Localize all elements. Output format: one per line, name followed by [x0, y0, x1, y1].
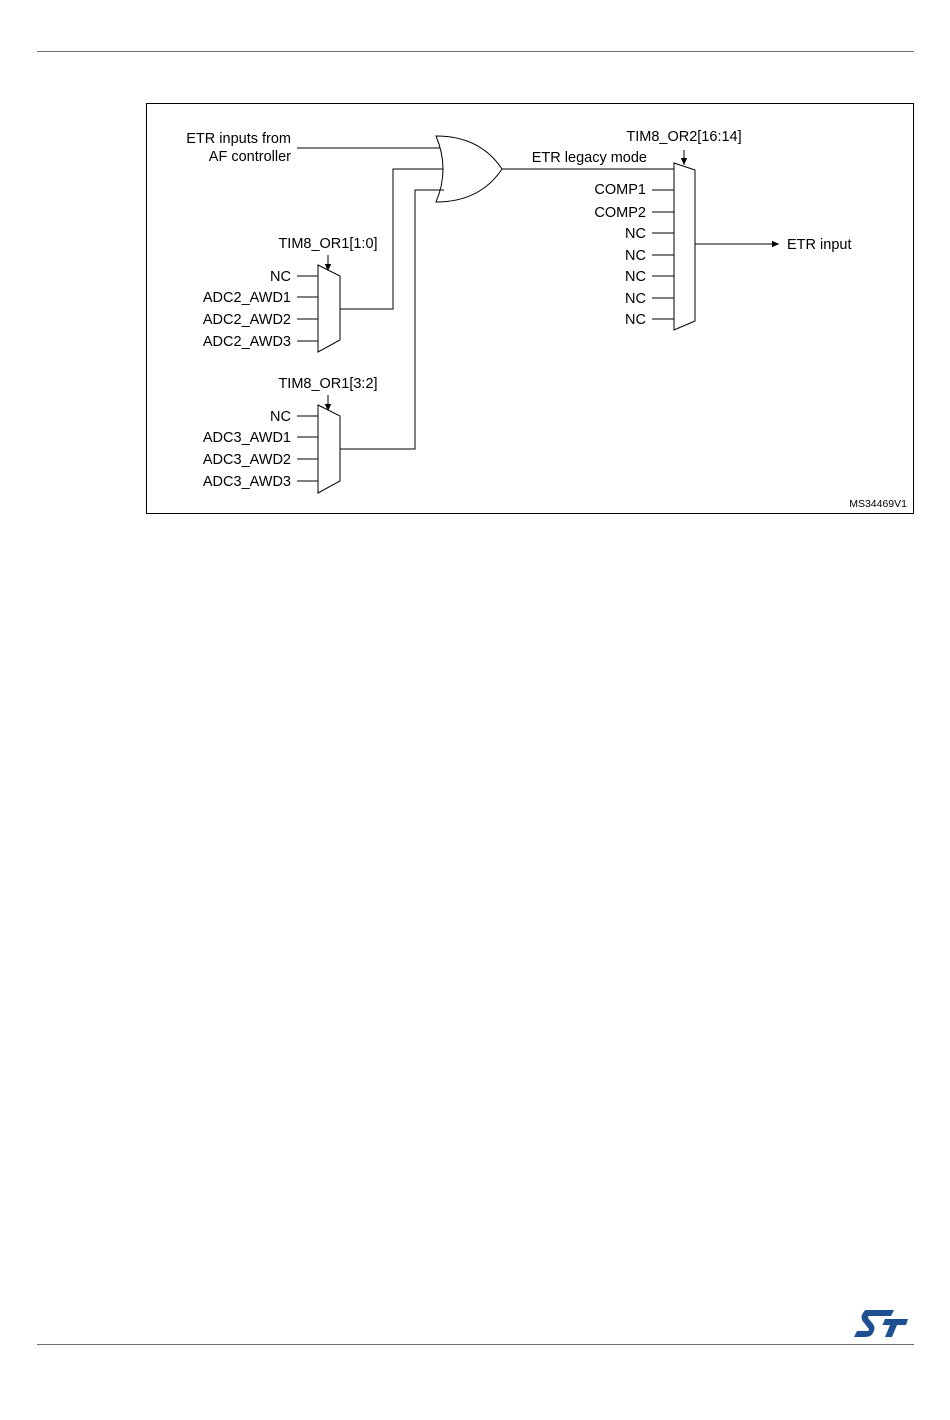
mux-adc3-select-label: TIM8_OR1[3:2]	[278, 376, 378, 392]
etr-af-label-line2: AF controller	[208, 149, 291, 165]
mux-main-select-label: TIM8_OR2[16:14]	[626, 129, 742, 145]
mux-main-input-label: NC	[625, 269, 646, 285]
mux-adc2-input-label: ADC2_AWD3	[202, 334, 291, 350]
mux-adc2-input-label: ADC2_AWD2	[202, 312, 291, 328]
mux-main-input-label: NC	[625, 291, 646, 307]
mux-adc3-inputs	[203, 409, 318, 490]
legacy-mode-label: ETR legacy mode	[531, 150, 647, 166]
mux-adc2-input-label: NC	[270, 269, 291, 285]
mux-adc3	[318, 405, 340, 493]
mux-adc3-input-label: NC	[270, 409, 291, 425]
mux-main-input-label: COMP1	[594, 182, 646, 198]
etr-af-label-line1: ETR inputs from	[186, 131, 291, 147]
mux-main-input-label: NC	[625, 248, 646, 264]
mux-adc2-input-label: ADC2_AWD1	[202, 290, 291, 306]
mux-adc3-input-label: ADC3_AWD2	[202, 452, 291, 468]
etr-output-label: ETR input	[787, 237, 852, 253]
mux-main-inputs	[594, 182, 674, 328]
st-logo-icon	[852, 1308, 910, 1340]
mux-main	[674, 163, 695, 330]
mux-adc3-output-wire	[340, 190, 444, 449]
mux-adc3-input-label: ADC3_AWD1	[202, 430, 291, 446]
mux-adc3-input-label: ADC3_AWD3	[202, 474, 291, 490]
mux-main-input-label: COMP2	[594, 205, 646, 221]
mux-adc2-select-label: TIM8_OR1[1:0]	[278, 236, 378, 252]
mux-adc2-inputs	[203, 269, 318, 350]
mux-adc2	[318, 265, 340, 352]
st-logo-t-shape	[883, 1319, 909, 1337]
mux-main-input-label: NC	[625, 312, 646, 328]
figure-id: MS34469V1	[849, 498, 907, 510]
mux-main-input-label: NC	[625, 226, 646, 242]
or-gate	[436, 136, 502, 202]
